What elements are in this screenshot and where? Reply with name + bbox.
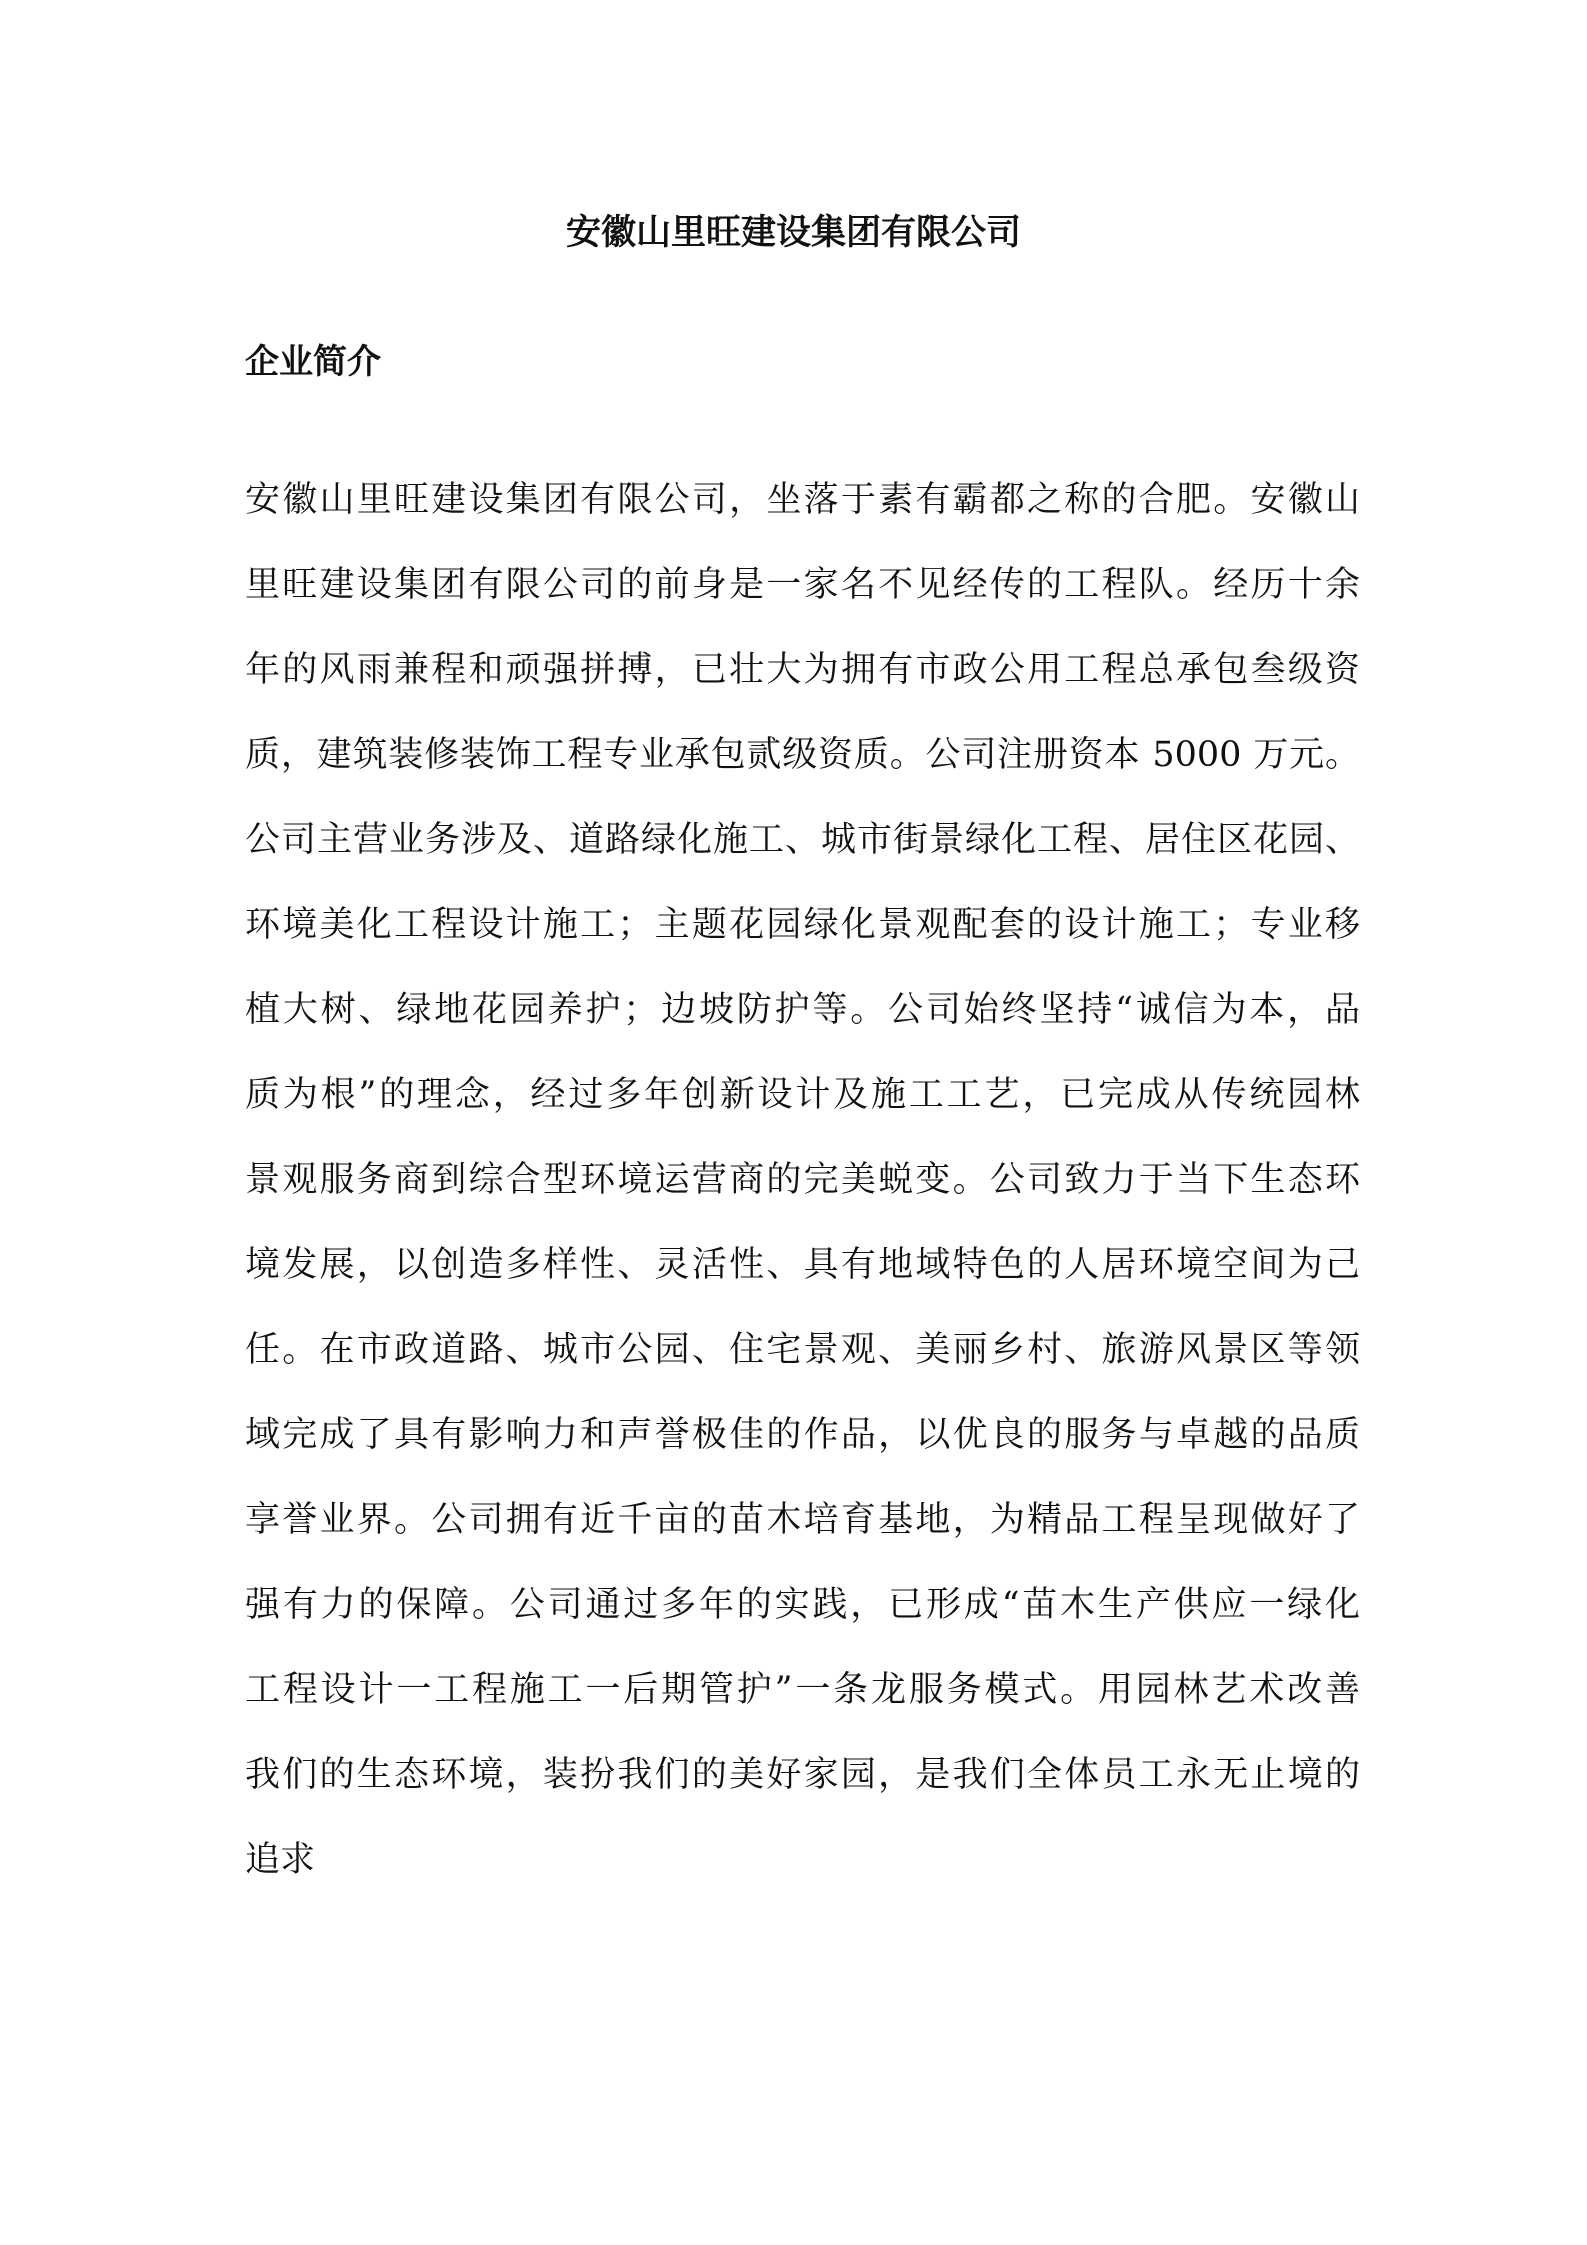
paragraph-line: 植大树、绿地花园养护；边坡防护等。公司始终坚持“诚信为本，品 bbox=[245, 990, 1360, 1030]
paragraph-line: 享誉业界。公司拥有近千亩的苗木培育基地，为精品工程呈现做好了 bbox=[245, 1500, 1360, 1540]
paragraph-line: 安徽山里旺建设集团有限公司，坐落于素有霸都之称的合肥。安徽山 bbox=[245, 480, 1360, 520]
body-paragraph bbox=[245, 458, 1360, 1903]
paragraph-line: 我们的生态环境，装扮我们的美好家园，是我们全体员工永无止境的 bbox=[245, 1755, 1360, 1795]
paragraph-line: 工程设计一工程施工一后期管护”一条龙服务模式。用园林艺术改善 bbox=[245, 1670, 1360, 1710]
paragraph-line: 环境美化工程设计施工；主题花园绿化景观配套的设计施工；专业移 bbox=[245, 905, 1360, 945]
paragraph-line: 景观服务商到综合型环境运营商的完美蜕变。公司致力于当下生态环 bbox=[245, 1160, 1360, 1200]
paragraph-line: 域完成了具有影响力和声誉极佳的作品，以优良的服务与卓越的品质 bbox=[245, 1415, 1360, 1455]
paragraph-line: 年的风雨兼程和顽强拼搏，已壮大为拥有市政公用工程总承包叁级资 bbox=[245, 650, 1360, 690]
paragraph-line: 任。在市政道路、城市公园、住宅景观、美丽乡村、旅游风景区等领 bbox=[245, 1330, 1360, 1370]
document-title: 安徽山里旺建设集团有限公司 bbox=[565, 212, 1021, 253]
paragraph-line: 质为根”的理念，经过多年创新设计及施工工艺，已完成从传统园林 bbox=[245, 1075, 1360, 1115]
paragraph-line: 公司主营业务涉及、道路绿化施工、城市街景绿化工程、居住区花园、 bbox=[245, 820, 1360, 860]
paragraph-line: 强有力的保障。公司通过多年的实践，已形成“苗木生产供应一绿化 bbox=[245, 1585, 1360, 1625]
section-heading: 企业简介 bbox=[245, 342, 381, 382]
paragraph-line: 里旺建设集团有限公司的前身是一家名不见经传的工程队。经历十余 bbox=[245, 565, 1360, 605]
paragraph-line-last: 追求 bbox=[245, 1840, 316, 1880]
paragraph-line: 境发展，以创造多样性、灵活性、具有地域特色的人居环境空间为己 bbox=[245, 1245, 1360, 1285]
paragraph-line: 质，建筑装修装饰工程专业承包贰级资质。公司注册资本 5000 万元。 bbox=[245, 735, 1360, 775]
